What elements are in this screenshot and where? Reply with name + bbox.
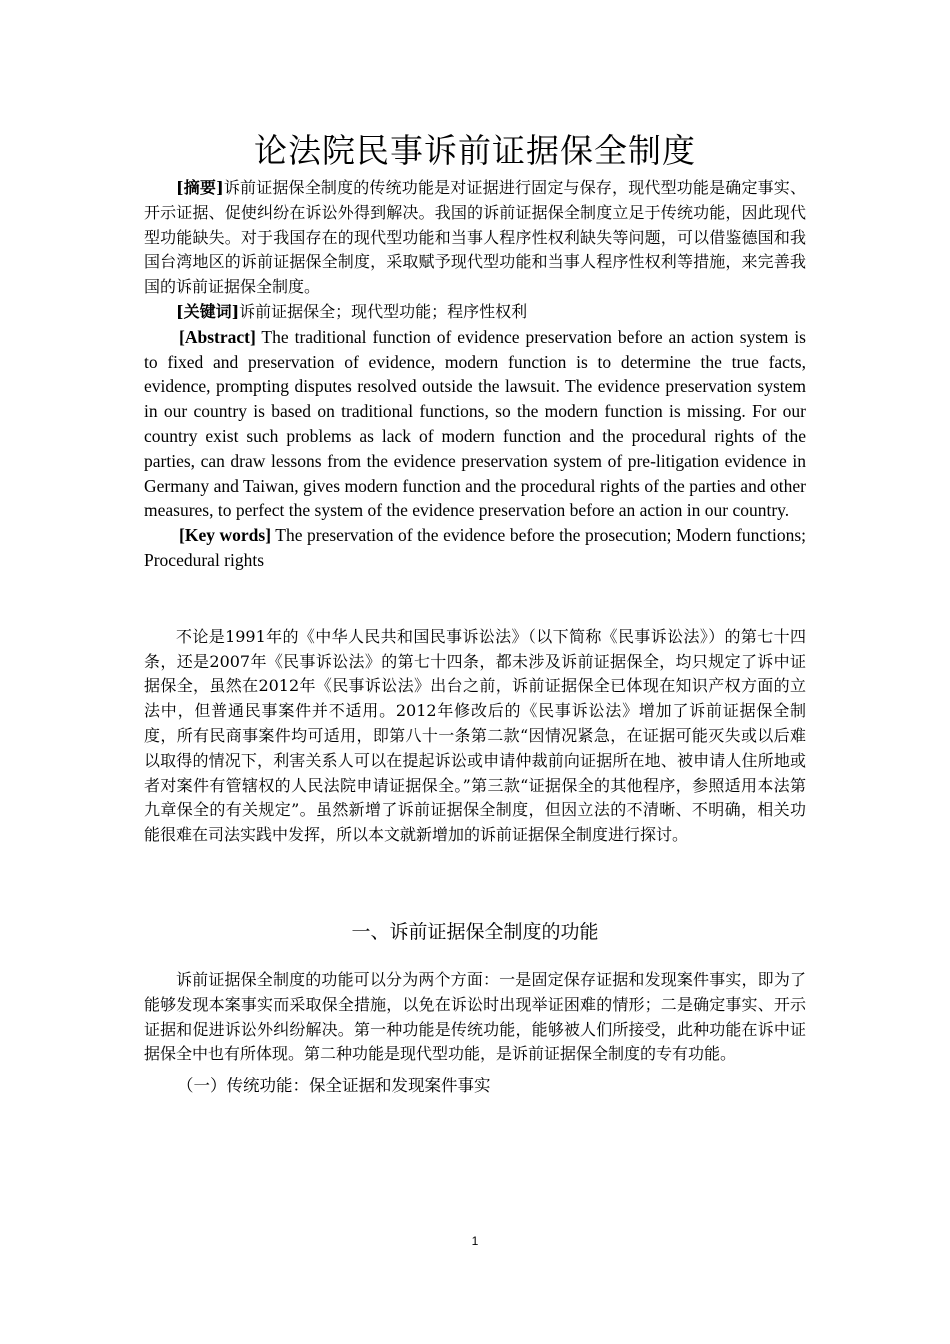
abstract-en-text-2: can draw lessons from the evidence preservation system of pre-litigation evidence in Germany and Taiwan, gives modern function and the procedural rights of the parties and other measures, to perfect the system of the evidence preservation before an action in our country. (144, 450, 806, 521)
page-number: 1 (471, 1234, 479, 1248)
spacer (144, 573, 806, 625)
document-title: 论法院民事诉前证据保全制度 (254, 131, 696, 170)
abstract-en-text-1: The traditional function of evidence preservation before an action system is to fixed and preservation of evidence, modern function is to determine the true facts, evidence, prompting disputes resolved outside the lawsuit. The evidence preservation system in our country is based on traditional functions, so the modern function is missing. For our country exist such problems as lack of modern function and the procedural rights of the parties, (144, 326, 806, 471)
keywords-en (144, 523, 806, 573)
keywords-en-label: [Key words] (179, 525, 272, 546)
section-heading-1: 一、诉前证据保全制度的功能 (351, 920, 599, 943)
keywords-cn-text: 诉前证据保全；现代型功能；程序性权利 (239, 301, 528, 321)
keywords-cn (144, 300, 806, 325)
subsection-heading-1: （一）传统功能：保全证据和发现案件事实 (177, 1076, 491, 1096)
spacer (144, 848, 806, 918)
abstract-en (144, 325, 806, 523)
abstract-en-label: [Abstract] (179, 326, 256, 347)
intro-paragraph: 不论是1991年的《中华人民共和国民事诉讼法》（以下简称《民事诉讼法》）的第七十四条，还是2007年《民事诉讼法》的第七十四条，都未涉及诉前证据保全，均只规定了诉中证据保全，虽然在2012年《民事诉讼法》出台之前，诉前证据保全已体现在知识产权方面的立法中，但普通民事案件并不适用。2012年修改后的《民事诉讼法》增加了诉前证据保全制度，所有民商事案件均可适用，即第八十一条第二款“因情况紧急，在证据可能灭失或以后难以取得的情况下，利害关系人可以在提起诉讼或申请仲裁前向证据所在地、被申请人住所地或者对案件有管辖权的人民法院申请证据保全。”第三款“证据保全的其他程序，参照适用本法第九章保全的有关规定”。虽然新增了诉前证据保全制度，但因立法的不清晰、不明确，相关功能很难在司法实践中发挥，所以本文就新增加的诉前证据保全制度进行探讨。 (144, 626, 806, 845)
abstract-cn-label: [摘要] (176, 178, 224, 197)
page-content (144, 128, 806, 1099)
section-1-paragraph: 诉前证据保全制度的功能可以分为两个方面：一是固定保存证据和发现案件事实，即为了能够发现本案事实而采取保全措施，以免在诉讼时出现举证困难的情形；二是确定事实、开示证据和促进诉讼外纠纷解决。第一种功能是传统功能，能够被人们所接受，此种功能在诉中证据保全中也有所体现。第二种功能是现代型功能，是诉前证据保全制度的专有功能。 (144, 969, 806, 1064)
abstract-cn (144, 176, 806, 300)
keywords-en-text: The preservation of the evidence before the prosecution; Modern functions; Procedural rights (144, 525, 806, 570)
abstract-cn-text: 诉前证据保全制度的传统功能是对证据进行固定与保存，现代型功能是确定事实、开示证据、促使纠纷在诉讼外得到解决。我国的诉前证据保全制度立足于传统功能，因此现代型功能缺失。对于我国存在的现代型功能和当事人程序性权利缺失等问题，可以借鉴德国和我国台湾地区的诉前证据保全制度，采取赋予现代型功能和当事人程序性权利等措施，来完善我国的诉前证据保全制度。 (144, 178, 806, 297)
spacer (144, 946, 806, 968)
keywords-cn-label: [关键词] (176, 301, 240, 321)
